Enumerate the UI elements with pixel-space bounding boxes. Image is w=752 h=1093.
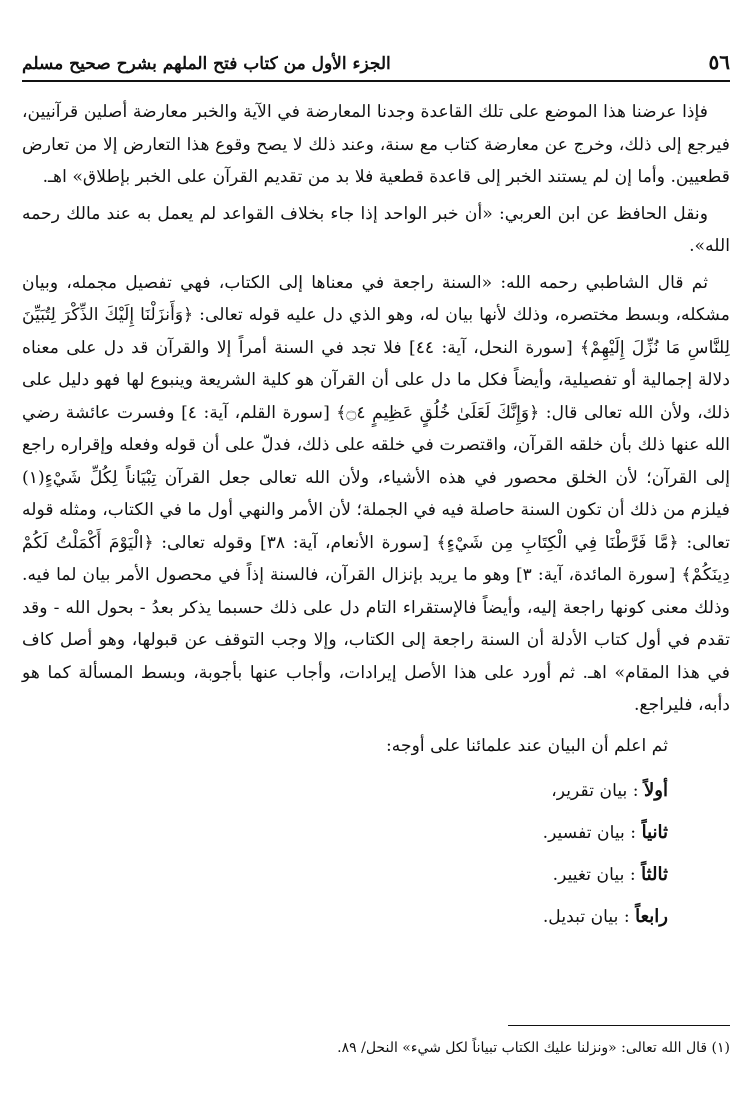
list-item-text: : بيان تقرير،	[551, 781, 639, 801]
page-body	[22, 96, 730, 938]
list-item-text: : بيان تغيير.	[552, 865, 636, 885]
page-number: ٥٦	[708, 50, 730, 74]
running-title: الجزء الأول من كتاب فتح الملهم بشرح صحيح مسلم	[22, 54, 391, 74]
page-header	[22, 46, 730, 82]
list-intro: ثم اعلم أن البيان عند علمائنا على أوجه:	[385, 735, 668, 756]
list-item	[22, 896, 668, 938]
list-item-lead: رابعاً	[635, 906, 668, 927]
list-item	[22, 812, 668, 854]
paragraph-2: ونقل الحافظ عن ابن العربي: «أن خبر الواحد إذا جاء بخلاف القواعد لم يعمل به عند مالك رحمه الله».	[22, 203, 730, 256]
paragraph-3: ثم قال الشاطبي رحمه الله: «السنة راجعة في معناها إلى الكتاب، فهي تفصيل مجمله، وبيان مشكله، وبسط مختصره، وذلك لأنها بيان له، وهو الذي دل عليه قوله تعالى: ﴿وَأَنزَلْنَا إِلَيْكَ الذِّكْرَ لِتُبَيِّنَ لِلنَّاسِ مَا نُزِّلَ إِلَيْهِمْ﴾ [سورة النحل، آية: ٤٤] فلا تجد في السنة أمراً إلا والقرآن قد دل على معناه دلالة إجمالية أو تفصيلية، وأيضاً فكل ما دل على أن القرآن هو كلية الشريعة وينبوع لها فهو دليل على ذلك، ولأن الله تعالى قال: ﴿وَإِنَّكَ لَعَلَىٰ خُلُقٍ عَظِيمٍ ۝٤﴾ [سورة القلم، آية: ٤] وفسرت عائشة رضي الله عنها ذلك بأن خلقه القرآن، واقتصرت في خلقه على ذلك، فدلّ على أن قوله وفعله وإقراره راجع إلى القرآن؛ لأن الخلق محصور في هذه الأشياء، ولأن الله تعالى جعل القرآن تِبْيَاناً لِكُلِّ شَيْءٍ(١) فيلزم من ذلك أن تكون السنة حاصلة فيه في الجملة؛ لأن الأمر والنهي أول ما في الكتاب، ومثله قوله تعالى: ﴿مَّا فَرَّطْنَا فِي الْكِتَابِ مِن شَيْءٍ﴾ [سورة الأنعام، آية: ٣٨] وقوله تعالى: ﴿الْيَوْمَ أَكْمَلْتُ لَكُمْ دِينَكُمْ﴾ [سورة المائدة، آية: ٣] وهو ما يريد بإنزال القرآن، فالسنة إذاً في محصول الأمر بيان لما فيه. وذلك معنى كونها راجعة إليه، وأيضاً فالإستقراء التام دل على ذلك حسبما يذكر بعدُ - بحول الله - وقد تقدم في أول كتاب الأدلة أن السنة راجعة إلى الكتاب، وإلا وجب التوقف عن قبولها، وهو أصل كاف في هذا المقام» اهـ. ثم أورد على هذا الأصل إيرادات، وأجاب عنها بأجوبة، وبسط المسألة كما هو دأبه، فليراجع.	[22, 272, 731, 715]
list-item	[22, 770, 668, 812]
list-item-lead: أولاً	[644, 780, 668, 801]
bayan-list	[22, 770, 730, 938]
list-item-lead: ثالثاً	[641, 864, 668, 885]
list-item	[22, 854, 668, 896]
list-item-text: : بيان تفسير.	[542, 823, 637, 843]
footnote: (١) قال الله تعالى: «ونزلنا عليك الكتاب تبياناً لكل شيء» النحل/ ٨٩.	[337, 1040, 730, 1056]
list-item-text: : بيان تبديل.	[542, 907, 630, 927]
paragraph-1: فإذا عرضنا هذا الموضع على تلك القاعدة وجدنا المعارضة في الآية والخبر معارضة أصلين قرآنيين، فيرجع إلى ذلك، وخرج عن معارضة كتاب مع سنة، وعند ذلك لا يصح وقوع هذا التعارض إلا من تعارض قطعيين. وأما إن لم يستند الخبر إلى قاعدة قطعية فلا بد من تقديم القرآن على الخبر بإطلاق» اهـ.	[22, 102, 730, 187]
list-item-lead: ثانياً	[641, 822, 668, 843]
footnote-divider	[508, 1025, 730, 1026]
